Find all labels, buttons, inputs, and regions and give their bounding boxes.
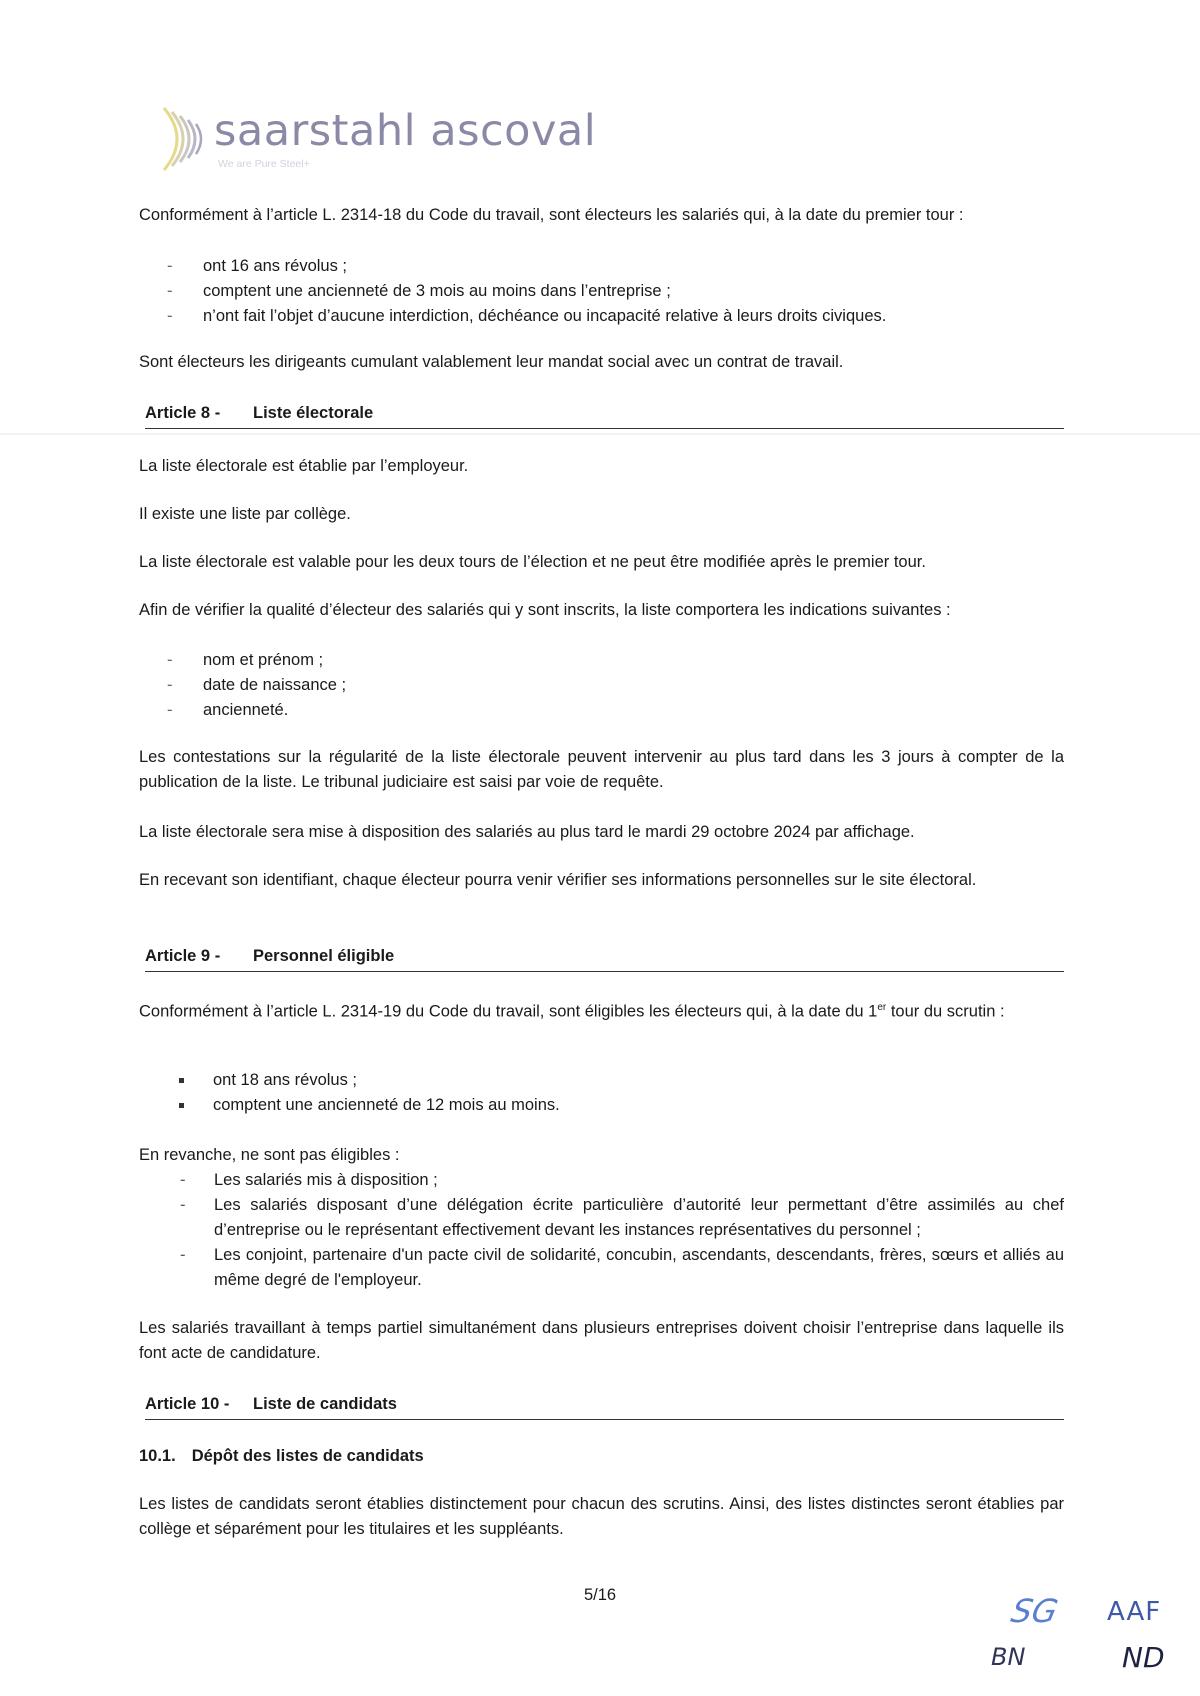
article-9-heading — [145, 943, 1064, 972]
list-item: - n’ont fait l’objet d’aucune interdiction, déchéance ou incapacité relative à leurs droits civiques. — [167, 307, 887, 325]
handwritten-initials: AAF — [1107, 1597, 1162, 1627]
list-item: comptent une ancienneté de 12 mois au moins. — [139, 1093, 1064, 1118]
list-item: - Les conjoint, partenaire d'un pacte civil de solidarité, concubin, ascendants, descendants, frères, sœurs et alliés au même degré de l'employeur. — [180, 1246, 1064, 1289]
scan-artifact-line — [0, 433, 1200, 435]
paragraph: Les listes de candidats seront établies distinctement pour chacun des scrutins. Ainsi, des listes distinctes seront établies par collège et séparément pour les titulaires et les suppléants. — [139, 1495, 1064, 1538]
dirigeants-paragraph: Sont électeurs les dirigeants cumulant valablement leur mandat social avec un contrat de travail. — [139, 353, 844, 371]
page-number: 5/16 — [583, 1586, 617, 1604]
paragraph: La liste électorale sera mise à disposition des salariés au plus tard le mardi 29 octobre 2024 par affichage. — [139, 823, 915, 841]
exclusions-list — [139, 1168, 1064, 1293]
handwritten-initials: BN — [991, 1643, 1026, 1671]
list-item: - ont 16 ans révolus ; — [167, 257, 348, 275]
list-indications — [139, 648, 1064, 723]
article-title: Liste électorale — [253, 404, 374, 422]
logo-tagline: We are Pure Steel+ — [218, 158, 310, 170]
list-item: - ancienneté. — [167, 701, 289, 719]
paragraph: Les contestations sur la régularité de la liste électorale peuvent intervenir au plus tard dans les 3 jours à compter de la publication de la liste. Le tribunal judiciaire est saisi par voie de requête. — [139, 748, 1064, 791]
list-item: - comptent une ancienneté de 3 mois au moins dans l’entreprise ; — [167, 282, 671, 300]
paragraph: En revanche, ne sont pas éligibles : — [139, 1146, 400, 1164]
elector-conditions-list — [139, 254, 1064, 329]
intro-paragraph: Conformément à l’article L. 2314-18 du Code du travail, sont électeurs les salariés qui, à la date du premier tour : — [139, 206, 964, 224]
list-item: - date de naissance ; — [167, 676, 347, 694]
list-item: - Les salariés mis à disposition ; — [180, 1171, 438, 1189]
section-number: 10.1. — [139, 1447, 176, 1465]
article-8-heading — [145, 400, 1064, 429]
paragraph: Conformément à l’article L. 2314-19 du Code du travail, sont éligibles les électeurs qui, à la date du 1er tour du scrutin : — [139, 1002, 1005, 1021]
article-number: Article 9 - — [145, 947, 221, 965]
section-10-1-heading — [139, 1444, 424, 1469]
logo-arcs-icon — [160, 104, 214, 174]
handwritten-initials: ND — [1122, 1641, 1165, 1674]
article-number: Article 8 - — [145, 404, 221, 422]
company-logo — [160, 100, 597, 180]
paragraph: Il existe une liste par collège. — [139, 505, 351, 523]
paragraph: En recevant son identifiant, chaque électeur pourra venir vérifier ses informations personnelles sur le site électoral. — [139, 871, 977, 889]
article-number: Article 10 - — [145, 1395, 230, 1413]
list-item: - Les salariés disposant d’une délégation écrite particulière d’autorité leur permettant d’être assimilés au chef d’entreprise ou le représentant effectivement devant les instances représentatives du personnel ; — [180, 1196, 1064, 1239]
paragraph: La liste électorale est établie par l’employeur. — [139, 457, 469, 475]
list-item: - nom et prénom ; — [167, 651, 324, 669]
paragraph: Afin de vérifier la qualité d’électeur des salariés qui y sont inscrits, la liste comportera les indications suivantes : — [139, 601, 951, 619]
article-title: Liste de candidats — [253, 1395, 397, 1413]
article-10-heading — [145, 1391, 1064, 1420]
article-title: Personnel éligible — [253, 947, 395, 965]
eligibility-conditions-list — [139, 1068, 1064, 1118]
logo-wordmark: saarstahl ascoval — [214, 106, 597, 156]
paragraph: Les salariés travaillant à temps partiel simultanément dans plusieurs entreprises doivent choisir l’entreprise dans laquelle ils font acte de candidature. — [139, 1319, 1064, 1362]
list-item: ont 18 ans révolus ; — [139, 1068, 1064, 1093]
paragraph: La liste électorale est valable pour les deux tours de l’élection et ne peut être modifiée après le premier tour. — [139, 553, 926, 571]
handwritten-initials: SG — [1007, 1592, 1062, 1630]
section-title: Dépôt des listes de candidats — [191, 1447, 424, 1465]
